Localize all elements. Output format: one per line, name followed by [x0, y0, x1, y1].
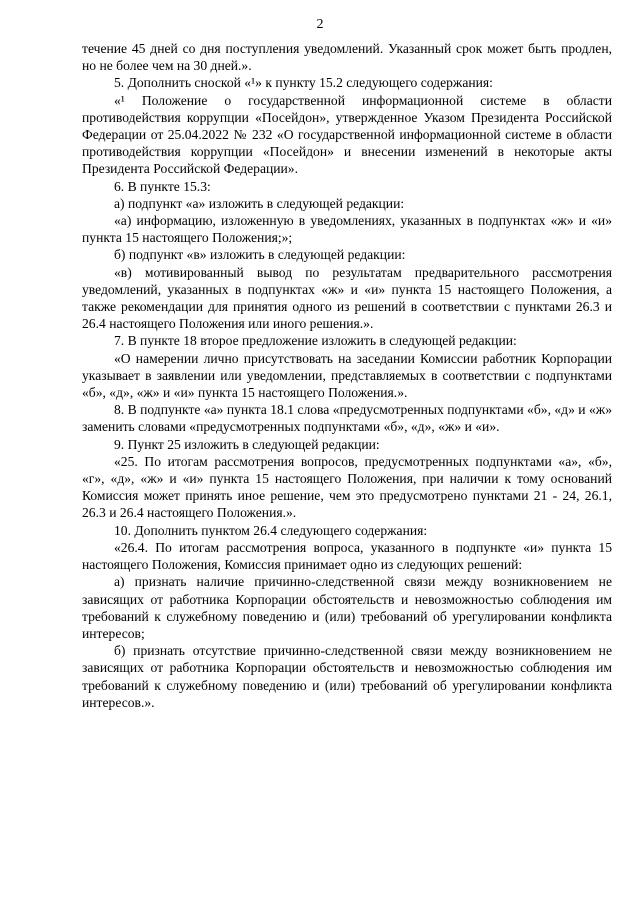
paragraph-item-10: 10. Дополнить пунктом 26.4 следующего содержания: — [114, 522, 428, 538]
paragraph-quote-v: «в) мотивированный вывод по результатам предварительного рассмотрения уведомлений, указанных в подпунктах «ж» и «и» пункта 15 настоящего Положения, а также рекомендации для принятия одного из решений в соответствии с пунктами 26.3 и 26.4 настоящего Положения или иного решения.». — [82, 264, 612, 332]
paragraph-decision-b: б) признать отсутствие причинно-следственной связи между возникновением не зависящих от работника Корпорации обстоятельств и невозможностью соблюдения им требований к служебному поведению и (или) требований об урегулировании конфликта интересов.». — [82, 643, 612, 710]
paragraph-item-5: 5. Дополнить сноской «¹» к пункту 15.2 следующего содержания: — [114, 75, 493, 91]
paragraph-item-8: 8. В подпункте «а» пункта 18.1 слова «предусмотренных подпунктами «б», «д» и «ж» заменить словами «предусмотренных подпунктами «б», «д», «ж» и «и». — [82, 402, 612, 435]
paragraph-item-7: 7. В пункте 18 второе предложение изложить в следующей редакции: — [114, 333, 517, 349]
paragraph-item-9: 9. Пункт 25 изложить в следующей редакции: — [114, 436, 380, 452]
paragraph-quote-a: «а) информацию, изложенную в уведомлениях, указанных в подпунктах «ж» и «и» пункта 15 настоящего Положения;»; — [82, 213, 612, 246]
paragraph-decision-a: а) признать наличие причинно-следственной связи между возникновением не зависящих от работника Корпорации обстоятельств и невозможностью соблюдения им требований к служебному поведению и (или) требований об урегулировании конфликта интересов; — [82, 574, 612, 641]
paragraph-quote-26-4: «26.4. По итогам рассмотрения вопроса, указанного в подпункте «и» пункта 15 настоящего Положения, Комиссия принимает одно из следующих решений: — [82, 539, 612, 573]
paragraph-quote-25: «25. По итогам рассмотрения вопросов, предусмотренных подпунктами «а», «б», «г», «д», «ж» и «и» пункта 15 настоящего Положения, при наличии к тому оснований Комиссия может принять иное решение, чем это предусмотрено пунктами 21 - 24, 26.1, 26.3 и 26.4 настоящего Положения.». — [82, 453, 612, 521]
paragraph-subitem-a: а) подпункт «а» изложить в следующей редакции: — [114, 195, 405, 211]
paragraph-item-6: 6. В пункте 15.3: — [114, 178, 211, 194]
paragraph-continuation: течение 45 дней со дня поступления уведомлений. Указанный срок может быть продлен, но не более чем на 30 дней.». — [82, 41, 612, 74]
paragraph-footnote-text: «¹ Положение о государственной информационной системе в области противодействия коррупции «Посейдон», утвержденное Указом Президента Российской Федерации от 25.04.2022 № 232 «О государственной информационной системе в области противодействия коррупции «Посейдон» и внесении изменений в некоторые акты Президента Российской Федерации». — [82, 92, 612, 177]
paragraph-quote-18: «О намерении лично присутствовать на заседании Комиссии работник Корпорации указывает в заявлении или уведомлении, представляемых в соответствии с подпунктами «б», «д», «ж» и «и» пункта 15 настоящего Положения.». — [82, 350, 612, 401]
paragraph-subitem-b: б) подпункт «в» изложить в следующей редакции: — [114, 247, 406, 263]
page-number: 2 — [316, 17, 324, 32]
document-body — [82, 40, 612, 711]
